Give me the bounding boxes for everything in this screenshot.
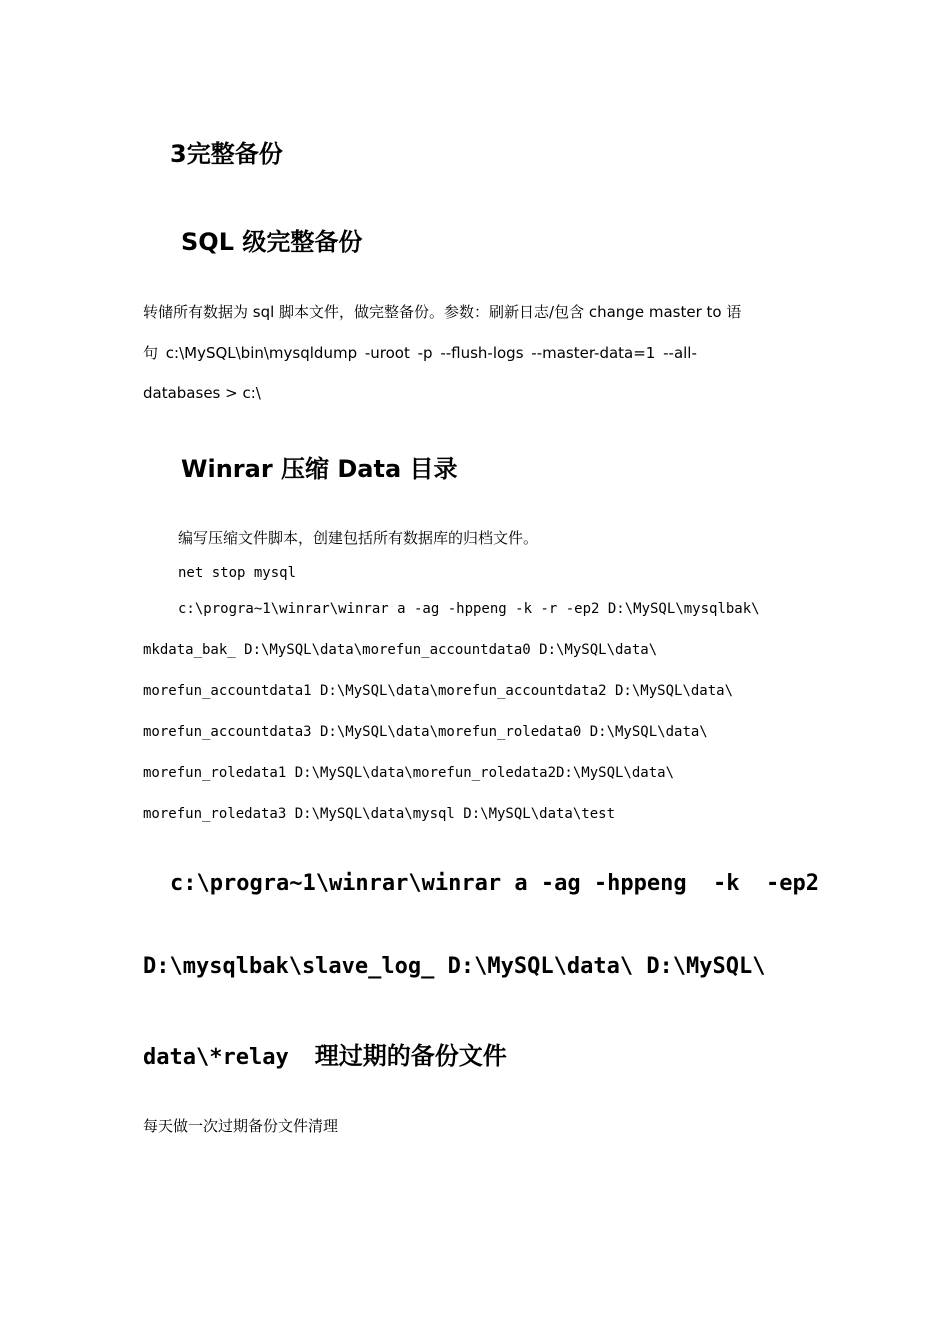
winrar-command-line: morefun_accountdata3 D:\MySQL\data\morefun_roledata0 D:\MySQL\data\ — [143, 724, 708, 740]
section-heading — [170, 134, 283, 169]
cleanup-text: 每天做一次过期备份文件清理 — [143, 1117, 339, 1135]
slave-log-command-line-1: c:\progra~1\winrar\winrar a -ag -hppeng -k -ep2 — [170, 871, 820, 896]
winrar-description: 编写压缩文件脚本，创建包括所有数据库的归档文件。 — [178, 529, 539, 547]
winrar-command-line: morefun_accountdata1 D:\MySQL\data\morefun_accountdata2 D:\MySQL\data\ — [143, 683, 734, 699]
sql-backup-heading: SQL 级完整备份 — [181, 228, 363, 256]
slave-log-command-line-2: D:\mysqlbak\slave_log_ D:\MySQL\data\ D:\MySQL\ — [143, 954, 766, 979]
relay-path: data\*relay — [143, 1045, 289, 1070]
expired-backup-heading: 理过期的备份文件 — [314, 1042, 507, 1070]
section-number: 3 — [170, 140, 187, 168]
slave-log-command-line-3 — [143, 1036, 507, 1071]
command-stop-mysql: net stop mysql — [178, 565, 297, 581]
sql-backup-line-3: databases > c:\ — [143, 384, 261, 402]
sql-backup-line-1: 转储所有数据为 sql 脚本文件，做完整备份。参数：刷新日志/包含 change master to 语 — [143, 303, 742, 321]
section-title: 完整备份 — [186, 140, 283, 168]
winrar-command-line: morefun_roledata1 D:\MySQL\data\morefun_roledata2D:\MySQL\data\ — [143, 765, 675, 781]
winrar-heading: Winrar 压缩 Data 目录 — [181, 455, 458, 483]
winrar-command-line: c:\progra~1\winrar\winrar a -ag -hppeng -k -r -ep2 D:\MySQL\mysqlbak\ — [178, 601, 760, 617]
sql-backup-line-2: 句 c:\MySQL\bin\mysqldump -uroot -p --flush-logs --master-data=1 --all- — [143, 344, 697, 362]
winrar-command-line: mkdata_bak_ D:\MySQL\data\morefun_accountdata0 D:\MySQL\data\ — [143, 642, 658, 658]
winrar-command-line: morefun_roledata3 D:\MySQL\data\mysql D:\MySQL\data\test — [143, 806, 616, 822]
